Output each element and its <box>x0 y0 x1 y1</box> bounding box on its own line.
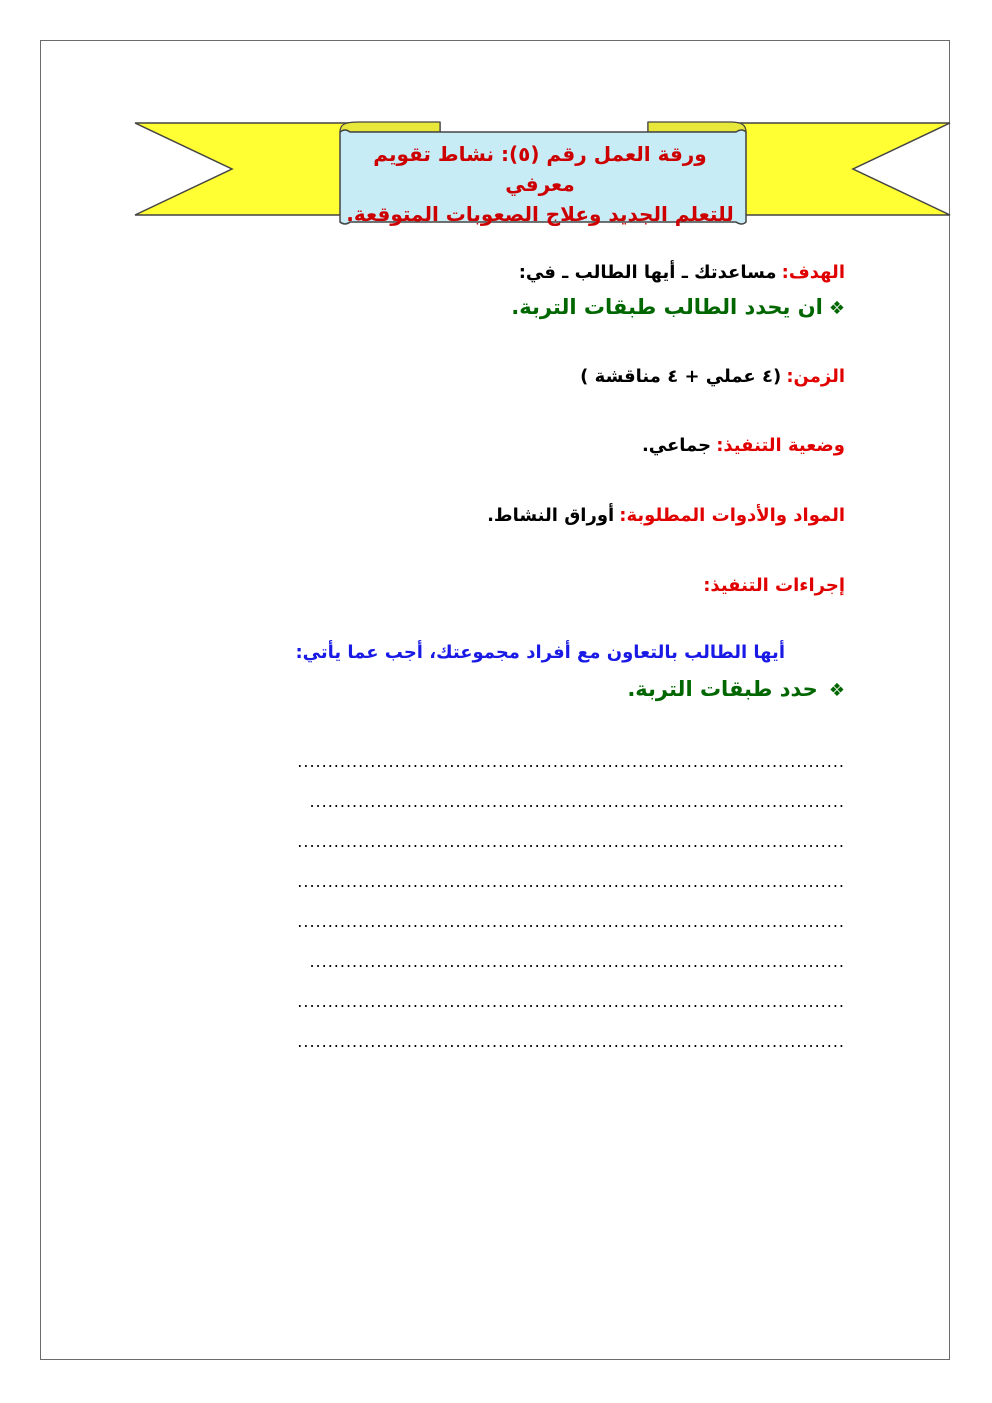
answer-line[interactable]: .......................................................................................... <box>297 832 845 851</box>
title-line-1: ورقة العمل رقم (٥): نشاط تقويم معرفي <box>373 142 707 196</box>
answer-line[interactable]: ........................................................................................ <box>309 792 845 811</box>
instruction-row <box>140 642 785 663</box>
task-row <box>140 677 845 701</box>
answer-line[interactable]: ........................................................................................ <box>309 952 845 971</box>
mode-text: جماعي. <box>641 435 712 456</box>
goal-bullet-text: ان يحدد الطالب طبقات التربة. <box>511 295 823 319</box>
goal-row <box>140 262 845 283</box>
title-line-2: للتعلم الجديد وعلاج الصعوبات المتوقعة. <box>346 202 734 226</box>
answer-line[interactable]: .......................................................................................... <box>297 912 845 931</box>
procedures-label: إجراءات التنفيذ: <box>703 575 845 596</box>
answer-line[interactable]: .......................................................................................... <box>297 992 845 1011</box>
diamond-bullet-icon: ❖ <box>828 680 845 701</box>
materials-row <box>140 505 845 526</box>
mode-label: وضعية التنفيذ: <box>716 435 845 456</box>
procedures-row <box>140 575 845 596</box>
goal-label: الهدف: <box>781 262 845 283</box>
materials-label: المواد والأدوات المطلوبة: <box>619 505 845 526</box>
diamond-bullet-icon: ❖ <box>828 298 845 319</box>
materials-text: أوراق النشاط. <box>487 505 615 526</box>
task-text: حدد طبقات التربة. <box>627 677 818 701</box>
instruction-text: أيها الطالب بالتعاون مع أفراد مجموعتك، أجب عما يأتي: <box>295 642 785 663</box>
goal-bullet-row <box>140 295 845 319</box>
answer-line[interactable]: .......................................................................................... <box>297 752 845 771</box>
time-text: (٤ عملي + ٤ مناقشة ) <box>580 366 782 387</box>
worksheet-content <box>140 0 845 1100</box>
time-row <box>140 366 845 387</box>
time-label: الزمن: <box>786 366 845 387</box>
answer-line[interactable]: .......................................................................................... <box>297 872 845 891</box>
answer-line[interactable]: .......................................................................................... <box>297 1032 845 1051</box>
goal-text: مساعدتك ـ أيها الطالب ـ في: <box>518 262 777 283</box>
mode-row <box>140 435 845 456</box>
